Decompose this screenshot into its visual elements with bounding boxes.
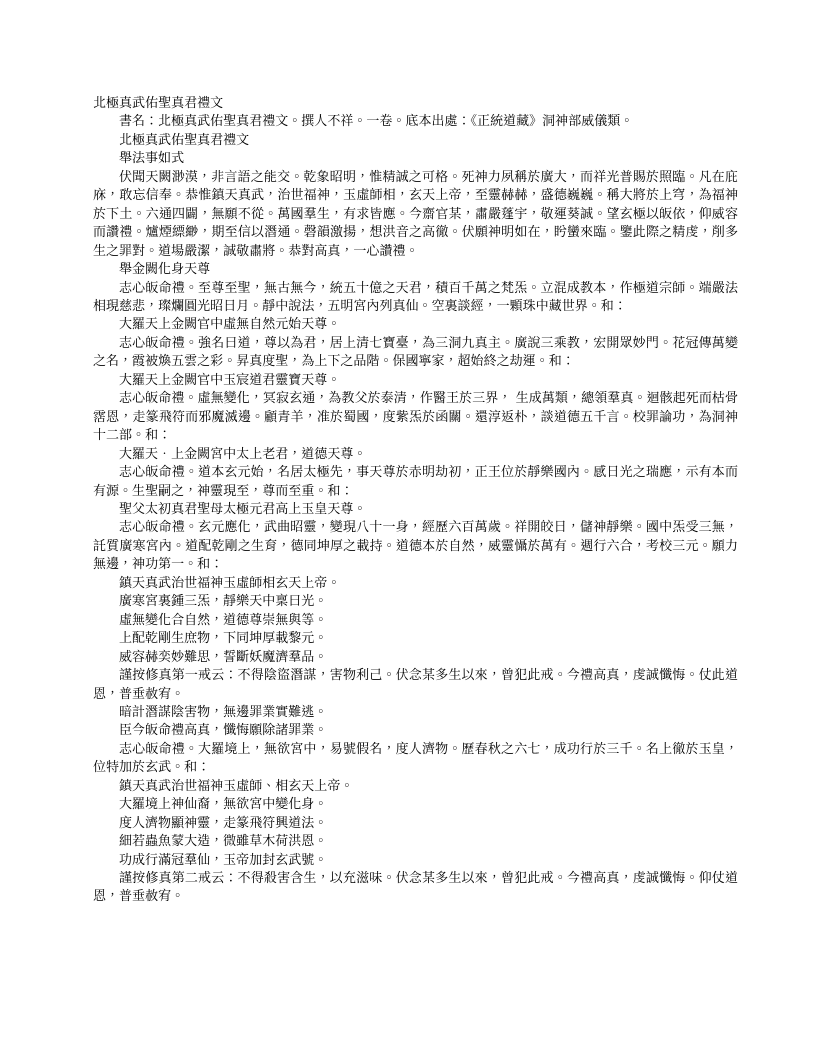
paragraph-invocation: 伏聞天闕渺漠，非言語之能交。乾象昭明，惟精誠之可格。死神力夙稱於廣大，而祥光普賜於照臨。凡在庇庥，敢忘信奉。恭惟鎮天真武，治世福神，玉虛師相，玄天上帝，至靈赫赫，盛德巍巍。稱大將於上穹，為福神於下土。六通四闢，無願不從。萬國羣生，有求皆應。今齋官某，肅嚴蓬宇，敬運葵誠。望玄極以皈依，仰威容而讚禮。爐煙縹緲，期至信以潛通。磬韻激揚，想洪音之高徹。伏願神明如在，盻蠻來臨。鑒此際之精虔，削多生之罪對。道場嚴潔，誠敬肅將。恭對高真，一心讚禮。	[93, 169, 738, 259]
paragraph-homage-2: 志心皈命禮。強名曰道，尊以為君，居上清七寶臺，為三洞九真主。廣說三乘教，宏開眾妙門。花冠傳萬變之名，霞被煥五雲之彩。昇真度聖，為上下之品階。保國寧家，超始終之劫運。和：	[93, 335, 738, 370]
paragraph-homage-4: 志心皈命禮。道本玄元始，名居太極先，事天尊於赤明劫初，正王位於靜樂國內。感日光之瑞應，示有本而有源。生聖嗣之，神靈現至，尊而至重。和：	[93, 465, 738, 499]
deity-title-zhenwu: 鎮天真武治世福神玉虛師相玄天上帝。	[119, 575, 341, 591]
text-heading: 北極真武佑聖真君禮文	[119, 132, 250, 148]
deity-title-zhenwu-2: 鎮天真武治世福神玉虛師、相玄天上帝。	[119, 778, 354, 794]
deity-title-yuanshi: 大羅天上金闕官中虛無自然元始天尊。	[119, 317, 341, 333]
paragraph-homage-5: 志心皈命禮。玄元應化，武曲昭靈，變現八十一身，經歷六百萬歲。祥開皎日，儲神靜樂。國中炁受三無，託質廣寒宮內。道配乾剛之生育，德同坤厚之載持。道德本於自然，威靈懾於萬有。週行六合，考校三元。願力無邊，神功第一。和：	[93, 520, 738, 573]
document-title: 北極真武佑聖真君禮文	[93, 96, 224, 111]
verse-line-8: 度人濟物顯神靈，走篆飛符興道法。	[119, 815, 328, 831]
paragraph-homage-3: 志心皈命禮。虛無變化，冥寂玄通，為教父於泰清，作醫王於三界， 生成萬類，總領羣真。迴骸起死而枯骨霑恩，走篆飛符而邪魔滅邊。顧青羊，准於蜀國，度紫炁於函關。還淳返朴，談道德五千言。校罪論功，為洞神十二部。和：	[93, 391, 738, 444]
verse-line-1: 廣寒宮裏鍾三炁，靜樂天中稟曰光。	[119, 594, 328, 610]
section-heading-ritual: 舉法事如式	[119, 151, 185, 167]
verse-line-4: 威容赫奕妙難思，誓斷妖魔濟羣品。	[119, 649, 328, 665]
deity-title-yuhuang: 聖父太初真君聖母太極元君高上玉皇天尊。	[119, 501, 367, 517]
verse-line-3: 上配乾剛生庶物，下同坤厚載黎元。	[119, 631, 328, 647]
paragraph-precept-2: 謹按修真第二戒云：不得殺害含生，以充滋味。伏念某多生以來，曾犯此戒。今禮高真，虔誠懺悔。仰仗道恩，普垂赦宥。	[93, 871, 738, 905]
verse-line-10: 功成行滿冠羣仙，玉帝加封玄武號。	[119, 852, 328, 868]
verse-line-5: 暗計潛謀陰害物，無邊罪業實難逃。	[119, 704, 328, 720]
paragraph-homage-1: 志心皈命禮。至尊至聖，無古無今，統五十億之天君，積百千萬之梵炁。立混成教本，作極道宗師。端嚴法相現慈悲，璨爛圓光昭日月。靜中說法，五明宮內列真仙。空裏談經，一顆珠中藏世界。和：	[93, 280, 738, 314]
verse-line-2: 虛無變化合自然，道德尊崇無與等。	[119, 612, 328, 628]
paragraph-precept-1: 謹按修真第一戒云：不得陰盜潛謀，害物利己。伏念某多生以來，曾犯此戒。今禮高真，虔誠懺悔。仗此道恩，普垂赦宥。	[93, 668, 738, 702]
deity-title-daode: 大羅天．上金闕宮中太上老君，道德天尊。	[119, 446, 367, 462]
section-heading-jinque: 舉金闕化身天尊	[119, 262, 211, 278]
paragraph-homage-6: 志心皈命禮。大羅境上，無欲宮中，易號假名，度人濟物。歷春秋之六七，成功行於三千。名上徹於玉皇，位特加於玄武。和：	[93, 741, 738, 776]
document-body	[93, 95, 738, 907]
verse-line-7: 大羅境上神仙裔，無欲宮中變化身。	[119, 797, 328, 813]
deity-title-lingbao: 大羅天上金闕官中玉宸道君靈寶天尊。	[119, 372, 341, 388]
verse-line-9: 細若蟲魚蒙大造，微雖草木荷洪恩。	[119, 834, 328, 850]
bibliographic-note: 書名：北極真武佑聖真君禮文。撰人不祥。一卷。底本出處：《正統道藏》洞神部威儀類。	[119, 114, 634, 130]
verse-line-6: 臣今皈命禮高真，懺悔願除諸罪業。	[119, 723, 328, 739]
